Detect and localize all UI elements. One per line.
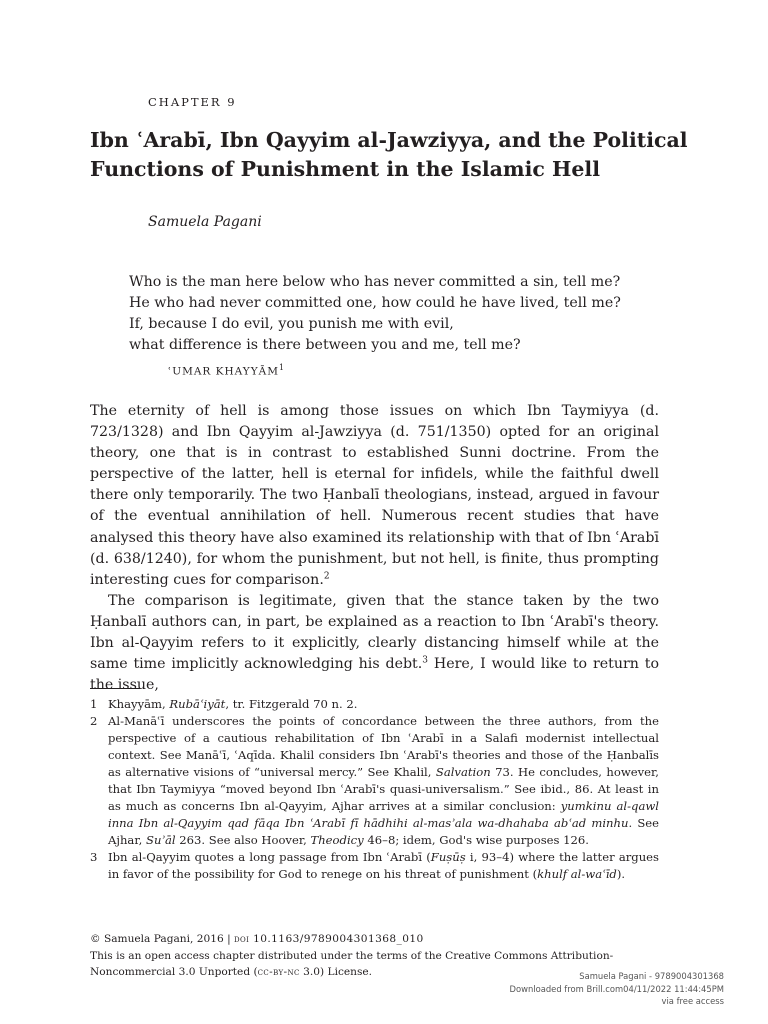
chapter-label: CHAPTER 9 (148, 95, 237, 109)
footnote-text: ). (616, 867, 626, 881)
footnote-italic: Theodicy (310, 833, 364, 847)
body-text (90, 401, 659, 696)
paragraph-text: The comparison is legitimate, given that the stance taken by the two Ḥanbalī authors can, in part, be explained as a reaction to Ibn ʿArabī's theory. Ibn al-Qayyim refers to it explicitly, clearly distancing himself while at the same time implicitly acknowledging his debt. (90, 592, 659, 673)
footnote-2 (90, 713, 659, 849)
epigraph-source (168, 363, 285, 378)
footnote-text: 46–8; idem, God's wise purposes 126. (363, 833, 589, 847)
footnote-ref-1[interactable]: 1 (279, 363, 286, 372)
footnote-italic: Fuṣūṣ (430, 850, 466, 864)
footnote-text: Al-Manāʿī underscores the points of concordance between the three authors, from the perspective of a cautious rehabilitation of Ibn ʿArabī in a Salafi modernist intellectual context. See Manāʿī, ʿAqīda. Khalil considers Ibn ʿArabī's theories and those of the Ḥanbalīs as alternative visions of “universal mercy.” See Khalil, (108, 714, 659, 779)
footnote-3 (90, 849, 659, 883)
footnote-text: i, 93–4) where the latter argues in favor of the possibility for God to renege on his threat of punishment ( (108, 850, 659, 881)
chapter-title: Ibn ʿArabī, Ibn Qayyim al-Jawziyya, and the Political Functions of Punishment in the Islamic Hell (90, 128, 688, 181)
footnote-text: 263. See also Hoover, (175, 833, 311, 847)
body-paragraph (90, 591, 659, 696)
paragraph-text: Here, I would like to return to the issue, (90, 656, 659, 694)
footnote-italic: Salvation (435, 765, 491, 779)
footnote-italic: Suʾāl (146, 833, 176, 847)
footnote-text: Khayyām, (108, 697, 170, 711)
footnote-text: , tr. Fitzgerald 70 n. 2. (225, 697, 358, 711)
copyright-text: © Samuela Pagani, 2016 | (90, 933, 235, 945)
download-stamp (510, 970, 724, 1008)
epigraph-line: He who had never committed one, how could he have lived, tell me? (129, 295, 621, 311)
paragraph-text: The eternity of hell is among those issues on which Ibn Taymiyya (d. 723/1328) and Ibn Qayyim al-Jawziyya (d. 751/1350) opted for an original theory, one that is in contrast to established Sunni doctrine. From the perspective of the latter, hell is eternal for infidels, while the faithful dwell there only temporarily. The two Ḥanbalī theologians, instead, argued in favour of the eventual annihilation of hell. Numerous recent studies that have analysed this theory have also examined its relationship with that of Ibn ʿArabī (d. 638/1240), for whom the punishment, but not hell, is finite, thus prompting interesting cues for comparison. (90, 403, 659, 588)
stamp-line: via free access (661, 996, 724, 1006)
footnote-number: 3 (90, 850, 98, 864)
license-code: cc-by-nc (257, 966, 300, 978)
stamp-line: Samuela Pagani - 9789004301368 (579, 971, 724, 981)
author-name: Samuela Pagani (148, 214, 262, 230)
epigraph-line: what difference is there between you and me, tell me? (129, 337, 521, 353)
stamp-line: Downloaded from Brill.com04/11/2022 11:44:45PM (509, 983, 724, 994)
copyright-line (90, 931, 650, 948)
body-paragraph (90, 401, 659, 591)
footnote-text: 73. He concludes, however, that Ibn Taymiyya “moved beyond Ibn ʿArabī's quasi-universalism.” See ibid., 86. At least in as much as concerns Ibn al-Qayyim, Ajhar arrives at a similar conclusion: (108, 765, 659, 813)
license-line: This is an open access chapter distributed under the terms of the Creative Commons Attribution- (90, 949, 614, 962)
footnote-number: 1 (90, 697, 98, 711)
footnote-divider (90, 688, 140, 689)
epigraph-line: Who is the man here below who has never committed a sin, tell me? (129, 274, 621, 290)
footnote-italic: khulf al-waʿīd (537, 867, 617, 881)
doi-link[interactable]: doi 10.1163/9789004301368_010 (234, 933, 424, 945)
footnote-1 (90, 696, 659, 713)
footnote-number: 2 (90, 714, 98, 728)
footnotes (90, 696, 659, 883)
footnote-italic: Rubāʿiyāt (169, 697, 226, 711)
footnote-text: Ibn al-Qayyim quotes a long passage from Ibn ʿArabī ( (108, 850, 431, 864)
footnote-ref-3[interactable]: 3 (422, 655, 428, 666)
license-text: 3.0) License. (299, 966, 373, 978)
license-text: Noncommercial 3.0 Unported ( (90, 966, 258, 978)
epigraph (129, 272, 689, 356)
epigraph-source-name: ʿUMAR KHAYYĀM (168, 365, 280, 378)
footnote-italic: yumkinu al-qawl inna Ibn al-Qayyim qad fāqa Ibn ʿArabī fī hādhihi al-masʾala wa-dhahaba abʿad minhu (108, 799, 660, 830)
footnote-text: . See Ajhar, (108, 816, 659, 847)
epigraph-line: If, because I do evil, you punish me with evil, (129, 316, 454, 332)
footnote-ref-2[interactable]: 2 (323, 571, 330, 582)
